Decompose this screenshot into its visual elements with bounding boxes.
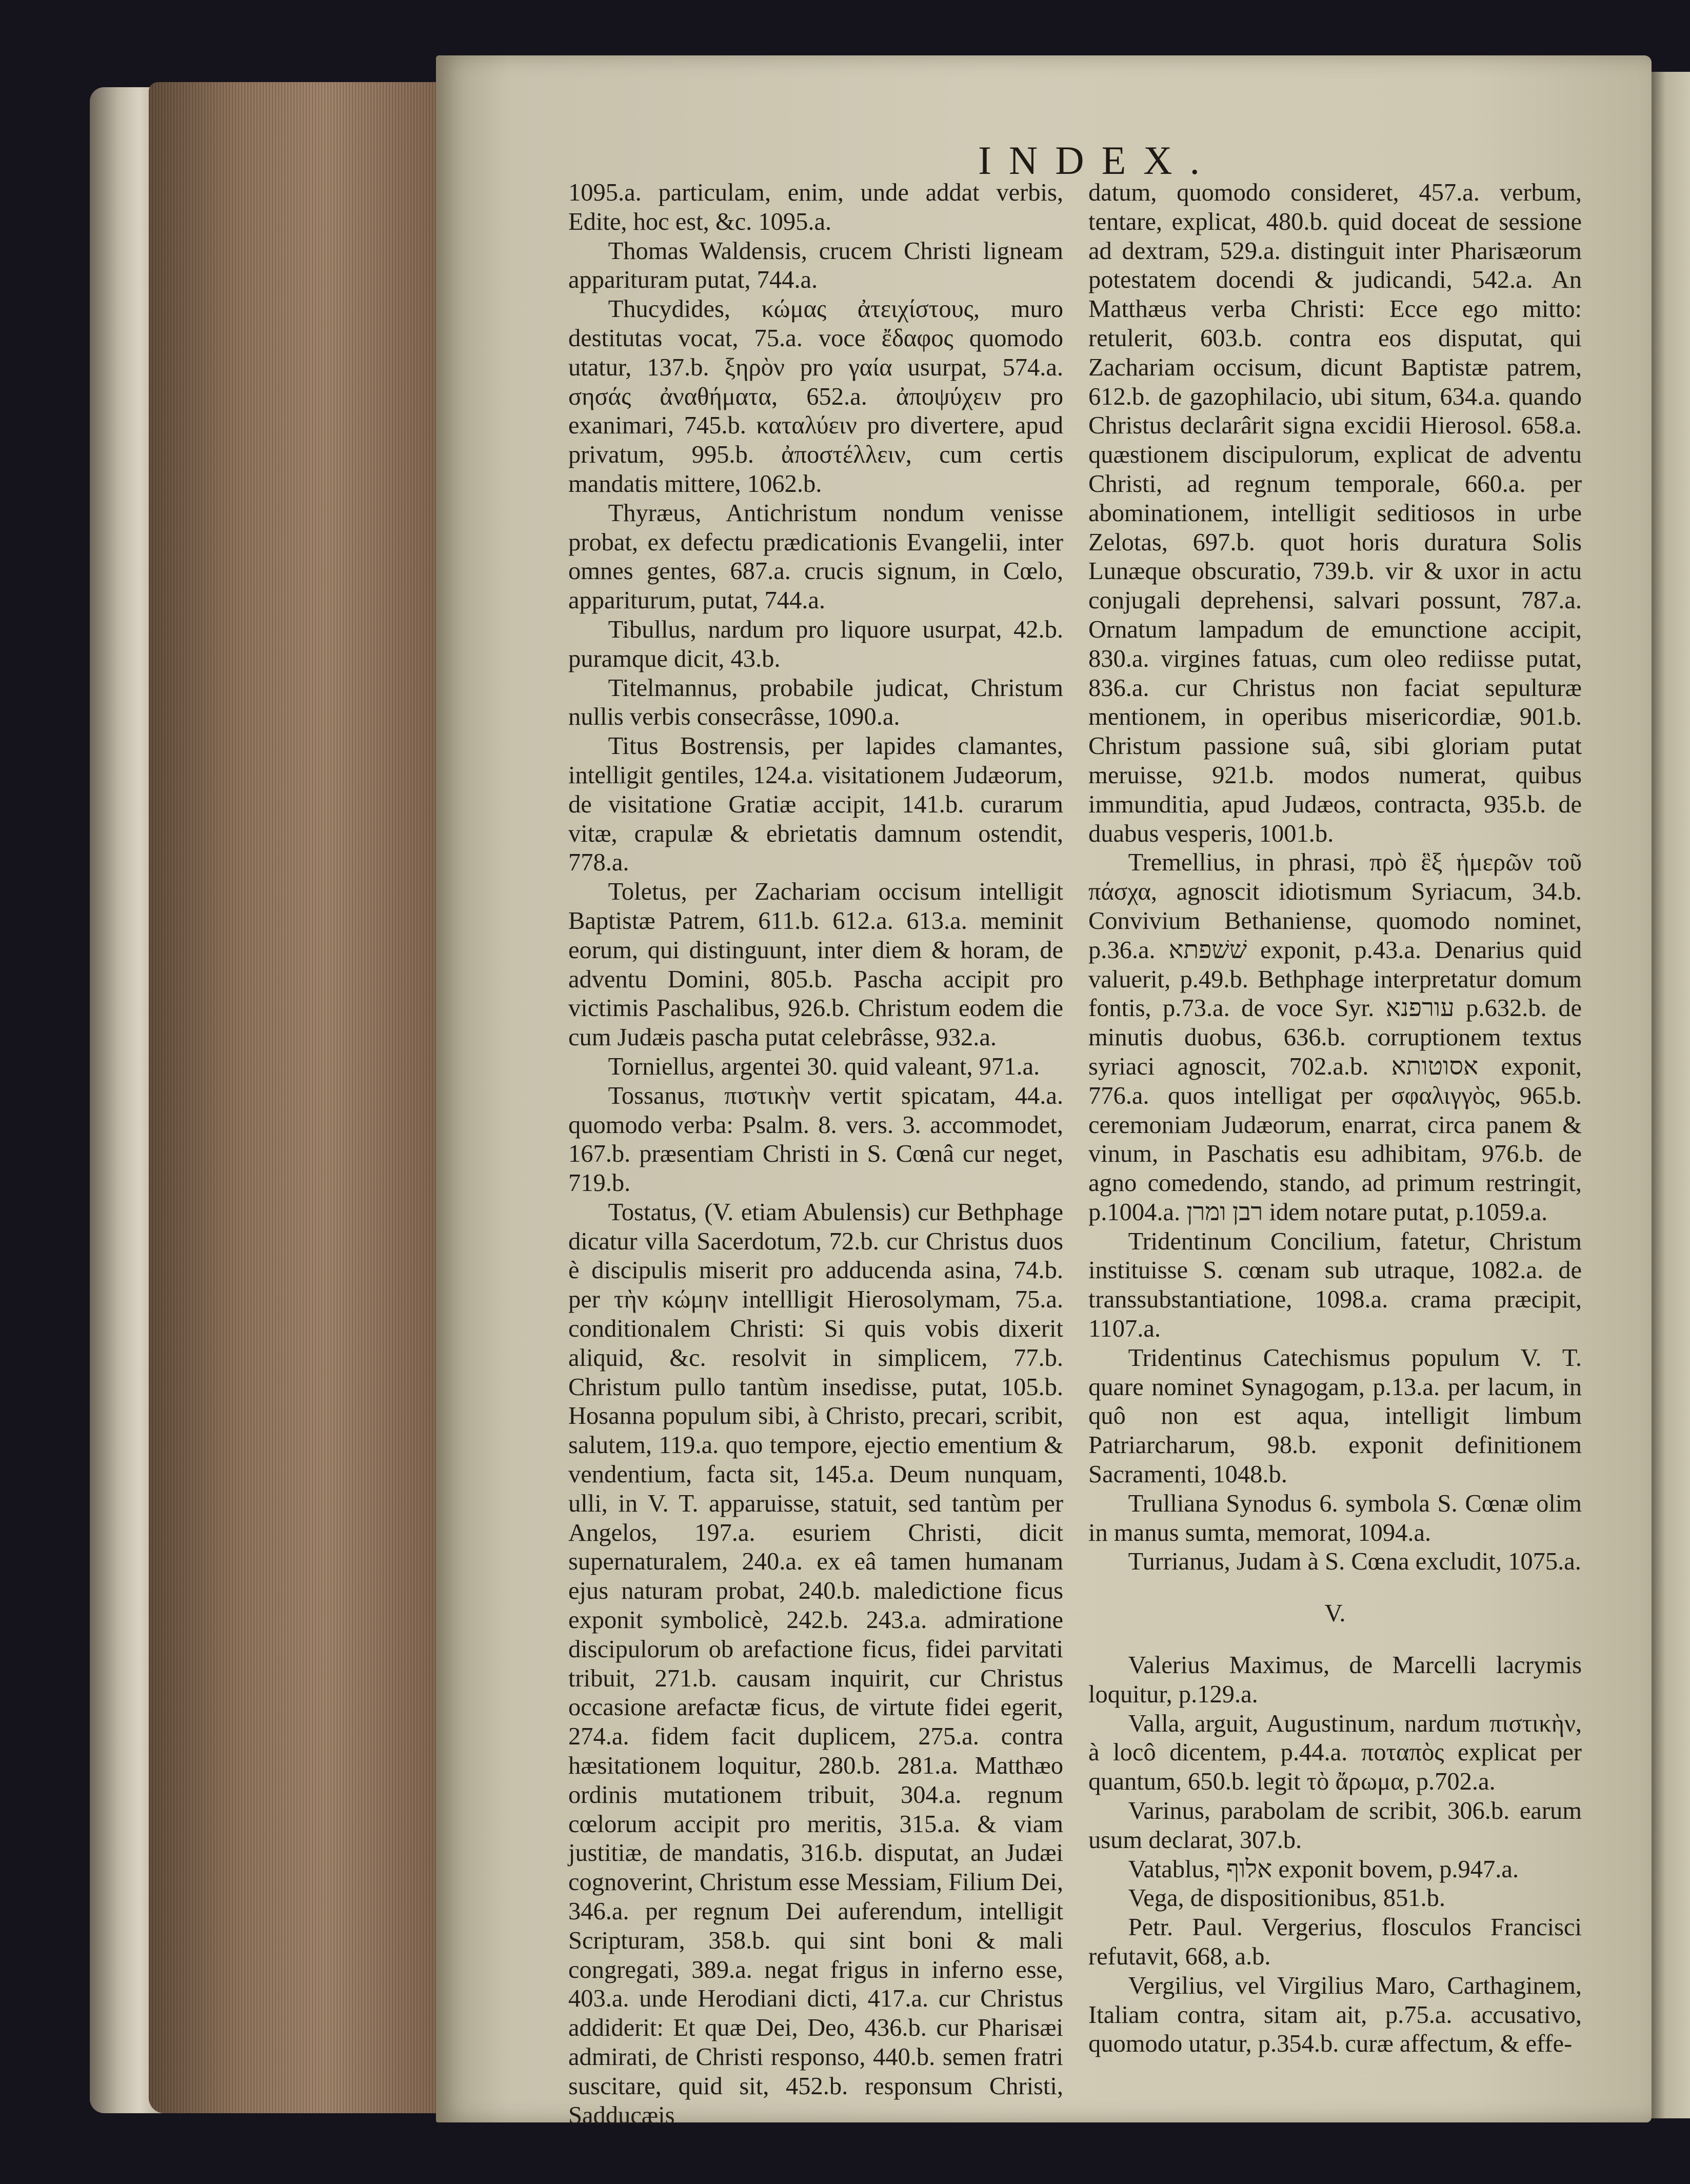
left-column (568, 178, 1063, 2129)
index-entry: Petr. Paul. Vergerius, flosculos Francisci refutavit, 668, a.b. (1088, 1914, 1582, 1971)
page-header: INDEX. (978, 138, 1218, 183)
index-entry: Tostatus, (V. etiam Abulensis) cur Bethphage dicatur villa Sacerdotum, 72.b. cur Christus duos è discipulis miserit pro adducenda asina, 74.b. per τὴν κώμην intellligit Hierosolymam, 75.a. conditionalem Christi: Si quis vobis dixerit aliquid, &c. resolvit in simplicem, 77.b. Christum pullo tantùm insedisse, putat, 105.b. Hosanna populum sibi, à Christo, precari, scribit, salutem, 119.a. quo tempore, ejectio ementium & vendentium, facta sit, 145.a. Deum nunquam, ulli, in V. T. apparuisse, statuit, sed tantùm per Angelos, 197.a. esuriem Christi, dicit supernaturalem, 240.a. ex eâ tamen humanam ejus naturam probat, 240.b. maledictione ficus exponit symbolicè, 242.b. 243.a. admiratione discipulorum ob arefactione ficus, fidei parvitati tribuit, 271.b. causam inquirit, cur Christus occasione arefactæ ficus, de virtute fidei egerit, 274.a. fidem facit duplicem, 275.a. contra hæsitationem loquitur, 280.b. 281.a. Matthæo ordinis mutationem tribuit, 304.a. regnum cœlorum accipit pro meritis, 315.a. & viam justitiæ, de mandatis, 316.b. disputat, an Judæi cognoverint, Christum esse Messiam, Filium Dei, 346.a. per regnum Dei auferendum, intelligit Scripturam, 358.b. qui sint boni & mali congregati, 389.a. negat frigus in inferno esse, 403.a. unde Herodiani dicti, 417.a. cur Christus addiderit: Et quæ Dei, Deo, 436.b. cur Pharisæi admirati, de Christi responso, 440.b. semen fratri suscitare, quid sit, 452.b. responsum Christi, Sadducæis (568, 1198, 1063, 2129)
index-entry: Tibullus, nardum pro liquore usurpat, 42.b. puramque dicit, 43.b. (568, 616, 1063, 672)
index-entry: Valla, arguit, Augustinum, nardum πιστικὴν, à locô dicentem, p.44.a. ποταπὸς explicat per quantum, 650.b. legit τὸ ἄρωμα, p.702.a. (1088, 1710, 1582, 1796)
index-entry: Vergilius, vel Virgilius Maro, Carthaginem, Italiam contra, sitam ait, p.75.a. accusativo, quomodo utatur, p.354.b. curæ affectum, & effe- (1088, 1972, 1582, 2058)
index-entry: Trulliana Synodus 6. symbola S. Cœnæ olim in manus sumta, memorat, 1094.a. (1088, 1490, 1582, 1546)
index-entry: datum, quomodo consideret, 457.a. verbum, tentare, explicat, 480.b. quid doceat de sessione ad dextram, 529.a. distinguit inter Pharisæorum potestatem docendi & judicandi, 542.a. An Matthæus verba Christi: Ecce ego mitto: retulerit, 603.b. contra eos disputat, qui Zachariam occisum, dicunt Baptistæ patrem, 612.b. de gazophilacio, ubi situm, 634.a. quando Christus declarârit signa excidii Hierosol. 658.a. quæstionem discipulorum, explicat de adventu Christi, ad regnum temporale, 660.a. per abominationem, intelligit seditiosos in urbe Zelotas, 697.b. quot horis duratura Solis Lunæque obscuratio, 739.b. vir & uxor in actu conjugali deprehensi, salvari possunt, 787.a. Ornatum lampadum de emunctione accipit, 830.a. virgines fatuas, cum oleo rediisse putat, 836.a. cur Christus non faciat sepulturæ mentionem, in operibus misericordiæ, 901.b. Christum passione suâ, sibi gloriam putat meruisse, 921.b. modos numerat, quibus immunditia, apud Judæos, contracta, 935.b. de duabus vesperis, 1001.b. (1088, 179, 1582, 847)
index-entry: Varinus, parabolam de scribit, 306.b. earum usum declarat, 307.b. (1088, 1797, 1582, 1854)
index-entry: Vega, de dispositionibus, 851.b. (1128, 1884, 1445, 1912)
index-entry: Turrianus, Judam à S. Cœna excludit, 1075.a. (1128, 1548, 1581, 1576)
index-entry: Titus Bostrensis, per lapides clamantes, intelligit gentiles, 124.a. visitationem Judæorum, de visitatione Gratiæ accipit, 141.b. curarum vitæ, crapulæ & ebrietatis damnum ostendit, 778.a. (568, 732, 1063, 877)
index-entry: Valerius Maximus, de Marcelli lacrymis loquitur, p.129.a. (1088, 1652, 1582, 1708)
index-entry: Torniellus, argentei 30. quid valeant, 971.a. (608, 1053, 1040, 1080)
right-column (1088, 178, 1582, 2058)
index-entry: Tridentinum Concilium, fatetur, Christum instituisse S. cœnam sub utraque, 1082.a. de transsubstantiatione, 1098.a. crama præcipit, 1107.a. (1088, 1227, 1582, 1343)
index-entry: 1095.a. particulam, enim, unde addat verbis, Edite, hoc est, &c. 1095.a. (568, 179, 1063, 235)
index-entry: Thyræus, Antichristum nondum venisse probat, ex defectu prædicationis Evangelii, inter omnes gentes, 687.a. crucis signum, in Cœlo, appariturum, putat, 744.a. (568, 499, 1063, 614)
index-entry: Tridentinus Catechismus populum V. T. quare nominet Synagogam, p.13.a. per lacum, in quô non est aqua, intelligit limbum Patriarcharum, 98.b. exponit definitionem Sacramenti, 1048.b. (1088, 1344, 1582, 1488)
index-entry: Tossanus, πιστικὴν vertit spicatam, 44.a. quomodo verba: Psalm. 8. vers. 3. accommodet, 167.b. præsentiam Christi in S. Cœnâ cur neget, 719.b. (568, 1082, 1063, 1197)
facing-page-edge (1649, 72, 1690, 2118)
index-entry: Toletus, per Zachariam occisum intelligit Baptistæ Patrem, 611.b. 612.a. 613.a. meminit eorum, qui distinguunt, inter diem & horam, de adventu Domini, 805.b. Pascha accipit pro victimis Paschalibus, 926.b. Christum eodem die cum Judæis pascha putat celebrâsse, 932.a. (568, 878, 1063, 1051)
index-entry: Thucydides, κώμας ἀτειχίστους, muro destitutas vocat, 75.a. voce ἔδαφος quomodo utatur, 137.b. ξηρὸν pro γαία usurpat, 574.a. σησάς ἀναθήματα, 652.a. ἀποψύχειν pro exanimari, 745.b. καταλύειν pro divertere, apud privatum, 995.b. ἀποστέλλειν, cum certis mandatis mittere, 1062.b. (568, 295, 1063, 498)
page-fore-edge (149, 82, 444, 2113)
index-entry: Tremellius, in phrasi, πρὸ ἓξ ἡμερῶν τοῦ πάσχα, agnoscit idiotismum Syriacum, 34.b. Convivium Bethaniense, quomodo nominet, p.36.a. שׁשׁפתא exponit, p.43.a. Denarius quid valuerit, p.49.b. Bethphage interpretatur domum fontis, p.73.a. de voce Syr. עורפנא p.632.b. de minutis duobus, 636.b. corruptionem textus syriaci agnoscit, 702.a.b. אסוטותא exponit, 776.a. quos intelligat per σφαλιγγὸς, 965.b. ceremoniam Judæorum, enarrat, circa panem & vinum, in Paschatis esu adhibitam, 976.b. de agno comedendo, stando, ad primum restringit, p.1004.a. רבן ומרן idem notare putat, p.1059.a. (1088, 849, 1582, 1226)
section-heading: V. (1324, 1600, 1346, 1627)
index-entry: Thomas Waldensis, crucem Christi ligneam apparituram putat, 744.a. (568, 237, 1063, 294)
index-entry: Vatablus, אלוף exponit bovem, p.947.a. (1128, 1855, 1519, 1883)
index-entry: Titelmannus, probabile judicat, Christum nullis verbis consecrâsse, 1090.a. (568, 674, 1063, 731)
